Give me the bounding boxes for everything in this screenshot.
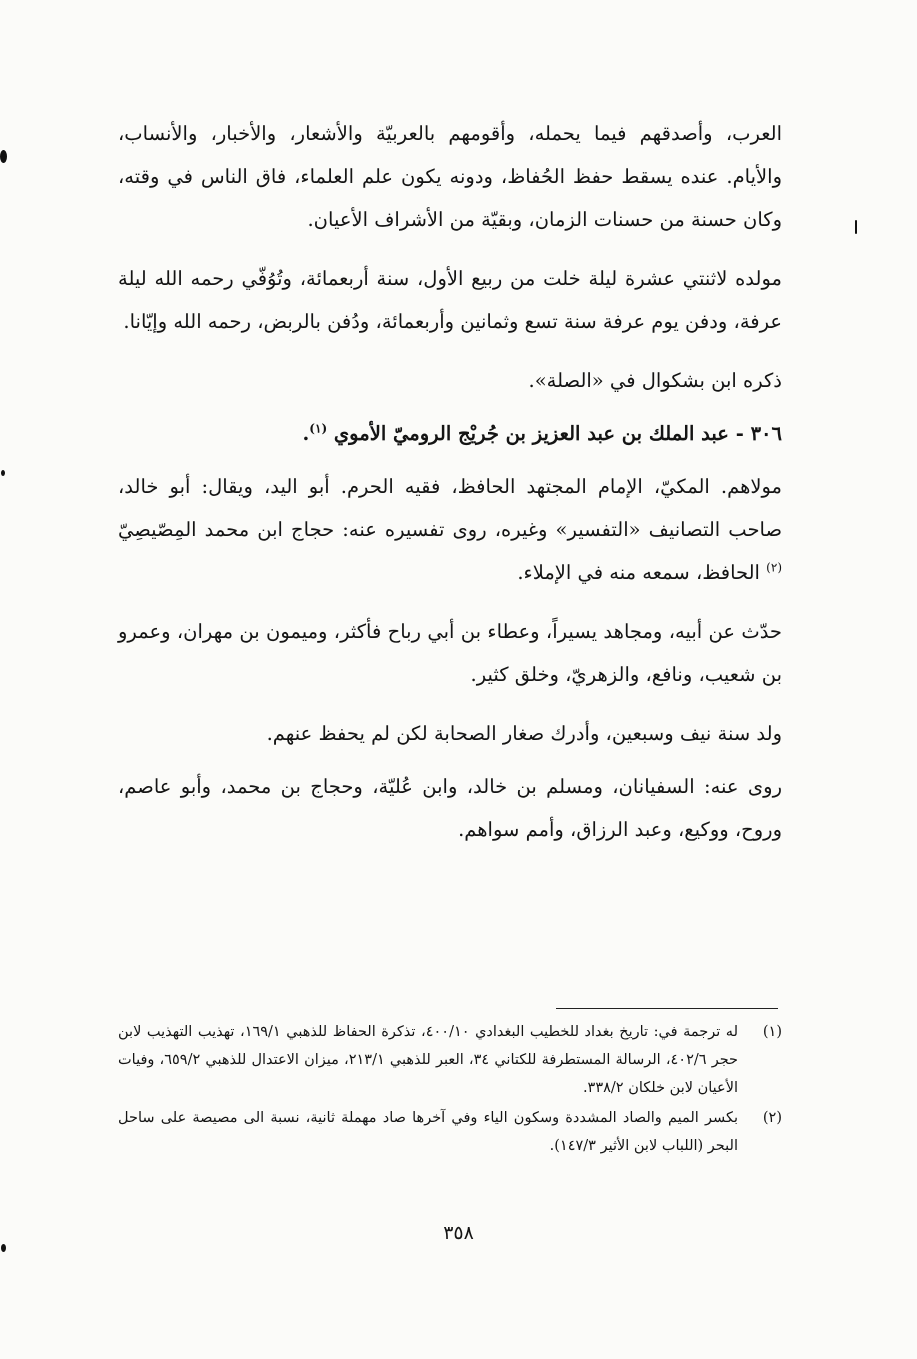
footnote-number: (٢): [762, 1110, 782, 1126]
footnote-number: (١): [762, 1024, 782, 1040]
footnote-text: له ترجمة في: تاريخ بغداد للخطيب البغدادي ٤٠٠/١٠، تذكرة الحفاظ للذهبي ١٦٩/١، تهذيب التهذيب لابن حجر ٤٠٢/٦، الرسالة المستطرفة للكتاني ٣٤، العبر للذهبي ٢١٣/١، ميزان الاعتدال للذهبي ٦٥٩/٢، وفيات الأعيان لابن خلكان ٣٣٨/٢.: [118, 1024, 739, 1096]
entry-heading: [118, 412, 782, 455]
entry-heading-text: ٣٠٦ - عبد الملك بن عبد العزيز بن جُريْج الروميّ الأموي: [333, 422, 782, 445]
entry-heading-tail: .: [302, 422, 310, 445]
footnotes: [118, 1018, 782, 1162]
footnote: [118, 1018, 782, 1102]
paragraph-text: الحافظ، سمعه منه في الإملاء.: [517, 561, 760, 584]
paragraph-text: مولاهم. المكيّ، الإمام المجتهد الحافظ، فقيه الحرم. أبو اليد، ويقال: أبو خالد، صاحب التصانيف «التفسير» وغيره، روى تفسيره عنه: حجاج ابن محمد المِصّيصِيّ: [118, 475, 782, 541]
footnote-ref: (٢): [766, 560, 782, 575]
paragraph: ولد سنة نيف وسبعين، وأدرك صغار الصحابة لكن لم يحفظ عنهم.: [266, 722, 782, 745]
scan-edge-mark: [0, 150, 7, 163]
scan-edge-mark: [1, 470, 5, 476]
paragraph: [118, 465, 782, 594]
footnote-divider: [556, 1008, 778, 1009]
footnote-ref: (١): [309, 421, 328, 436]
paragraph: العرب، وأصدقهم فيما يحمله، وأقومهم بالعربيّة والأشعار، والأخبار، والأنساب، والأيام. عنده يسقط حفظ الحُفاظ، ودونه يكون علم العلماء، فاق الناس في وقته، وكان حسنة من حسنات الزمان، وبقيّة من الأشراف الأعيان.: [118, 122, 782, 231]
page-number: ٣٥٨: [443, 1222, 474, 1244]
footnote-text: بكسر الميم والصاد المشددة وسكون الياء وفي آخرها صاد مهملة ثانية، نسبة الى مصيصة على ساحل البحر (اللباب لابن الأثير ١٤٧/٣).: [118, 1110, 738, 1154]
scan-edge-mark: [1, 1244, 6, 1252]
paragraph: ذكره ابن بشكوال في «الصلة».: [528, 369, 782, 392]
paragraph: مولده لاثنتي عشرة ليلة خلت من ربيع الأول، سنة أربعمائة، وتُوُفّي رحمه الله ليلة عرفة، ودفن يوم عرفة سنة تسع وثمانين وأربعمائة، ودُفن بالربض، رحمه الله وإيّانا.: [118, 267, 782, 333]
main-text: [118, 112, 782, 867]
paragraph: حدّث عن أبيه، ومجاهد يسيراً، وعطاء بن أبي رباح فأكثر، وميمون بن مهران، وعمرو بن شعيب، ونافع، والزهريّ، وخلق كثير.: [118, 620, 782, 686]
paragraph: روى عنه: السفيانان، ومسلم بن خالد، وابن عُليّة، وحجاج بن محمد، وأبو عاصم، وروح، ووكيع، وعبد الرزاق، وأمم سواهم.: [118, 775, 782, 841]
footnote: [118, 1104, 782, 1160]
scan-edge-mark: [855, 220, 857, 234]
